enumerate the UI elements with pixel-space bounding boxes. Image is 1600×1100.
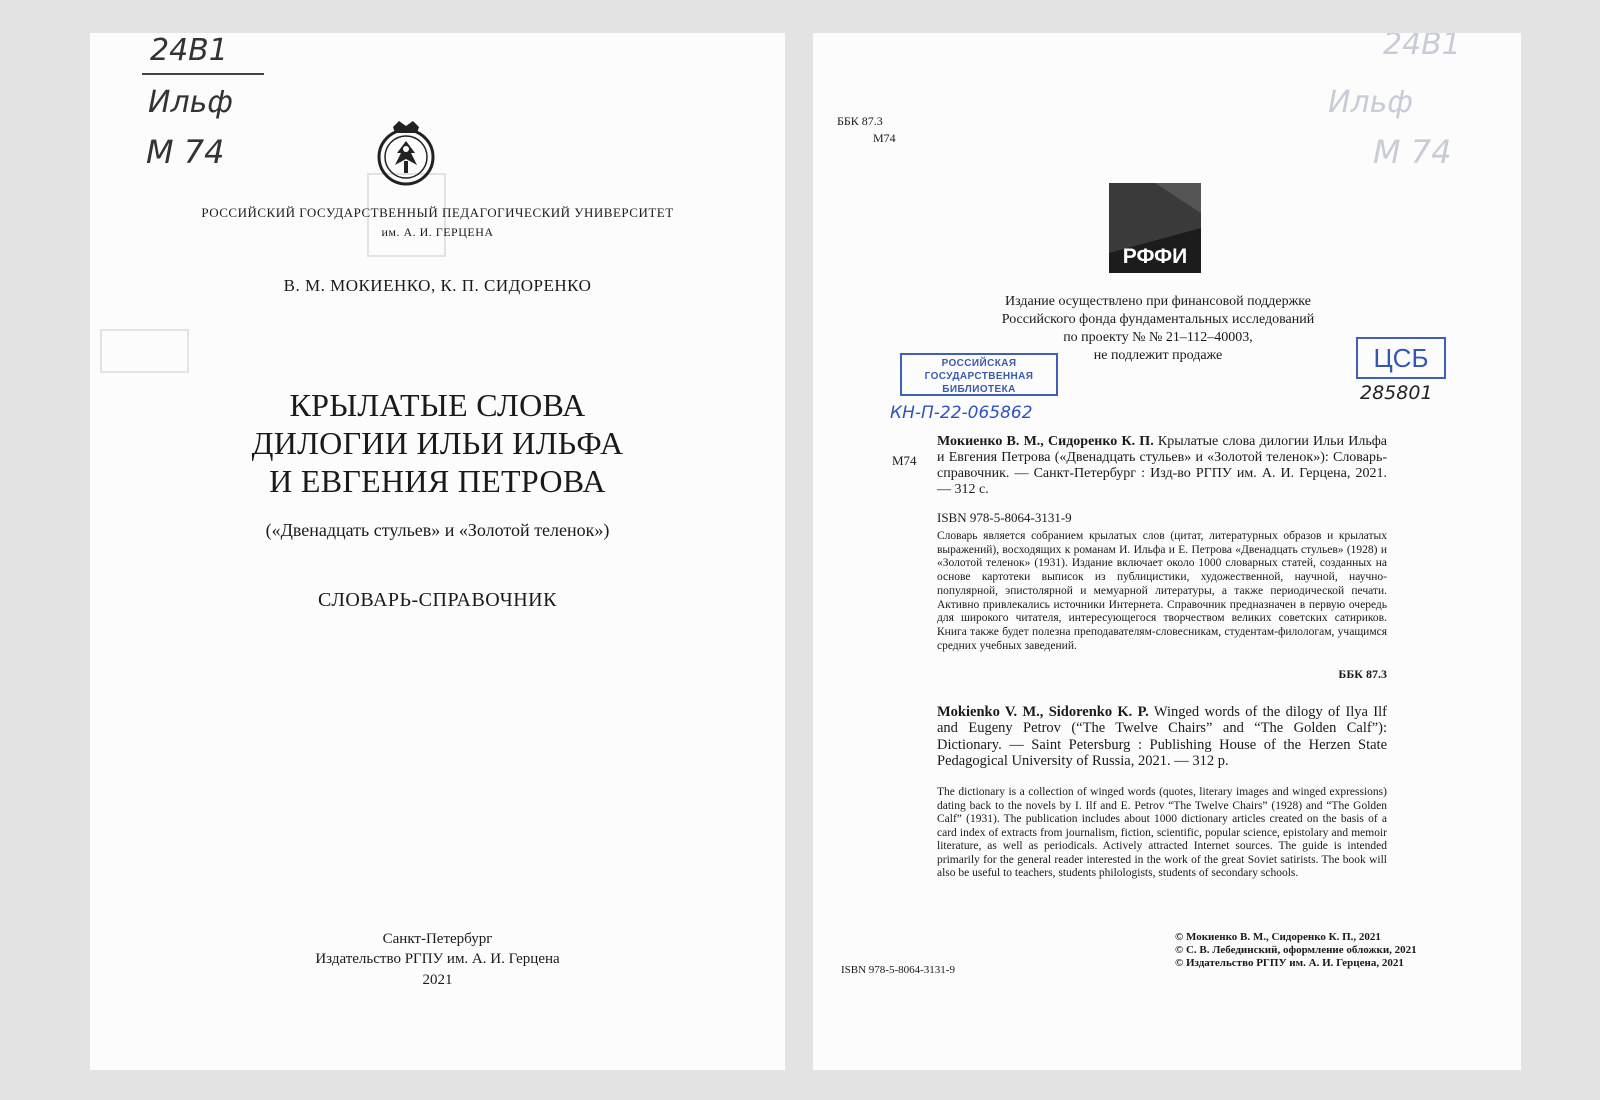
university-name: РОССИЙСКИЙ ГОСУДАРСТВЕННЫЙ ПЕДАГОГИЧЕСКИЙ УНИВЕРСИТЕТ xyxy=(201,205,674,220)
copyright-line: © Мокиенко В. М., Сидоренко К. П., 2021 xyxy=(1175,931,1381,943)
bbk-code-right: ББК 87.3 xyxy=(1338,667,1387,681)
russian-record-body: Крылатые слова дилогии Ильи Ильфа и Евгения Петрова («Двенадцать стульев» и «Золотой теленок»): Словарь-справочник. — Санкт-Петербург : Изд-во РГПУ им. А. И. Герцена, 2021. — 312 с. xyxy=(937,434,1388,497)
publication-city: Санкт-Петербург xyxy=(382,931,493,947)
show-through-shelfmark: 24В1 xyxy=(1383,33,1461,62)
funding-line: по проекту № № 21–112–40003, xyxy=(1063,330,1253,345)
book-subtitle: («Двенадцать стульев» и «Золотой теленок») xyxy=(265,520,610,540)
csb-stamp: ЦСБ xyxy=(1356,337,1446,379)
funding-line: Российского фонда фундаментальных исследований xyxy=(1001,312,1315,327)
library-stamp xyxy=(900,353,1058,396)
inventory-number: 285801 xyxy=(1360,382,1433,404)
title-page-left xyxy=(90,33,785,1070)
russian-bibliographic-record xyxy=(937,434,1387,498)
author-sign: М74 xyxy=(892,453,917,468)
bbk-code: ББК 87.3 xyxy=(837,114,883,128)
university-emblem-icon xyxy=(375,117,437,189)
russian-abstract: Словарь является собранием крылатых слов (цитат, литературных образов и крылатых выражений), восходящих к романам И. Ильфа и Е. Петрова «Двенадцать стульев» (1928) и «Золотой теленок» (1931). Издание включает около 1000 словарных статей, созданных на основе картотеки выписок из публицистики, художественной, научной, научно-популярной, эпистолярной и мемуарной литературы, а также периодической печати. Активно привлекались источники Интернета. Справочник предназначен в первую очередь для широкого читателя, интересующегося творчеством великих советских сатириков. Книга также будет полезна преподавателям-словесникам, студентам-филологам, учащимся средних учебных заведений. xyxy=(937,530,1387,652)
book-authors: В. М. МОКИЕНКО, К. П. СИДОРЕНКО xyxy=(283,276,592,295)
copyright-line: © Издательство РГПУ им. А. И. Герцена, 2021 xyxy=(1175,957,1404,969)
publisher-name: Издательство РГПУ им. А. И. Герцена xyxy=(315,951,560,967)
book-title-line-3: И ЕВГЕНИЯ ПЕТРОВА xyxy=(269,463,606,499)
handwritten-author-mark: Ильф xyxy=(148,85,233,120)
rffi-logo-icon xyxy=(1109,183,1201,273)
isbn-bottom: ISBN 978-5-8064-3131-9 xyxy=(841,964,955,976)
author-sign-top: М74 xyxy=(873,131,896,145)
stamp-line: ГОСУДАРСТВЕННАЯ xyxy=(924,371,1034,382)
funding-line: не подлежит продаже xyxy=(1093,348,1223,363)
english-abstract: The dictionary is a collection of winged words (quotes, literary images and winged expressions) dating back to the novels by I. Ilf and E. Petrov “The Twelve Chairs” (1928) and “The Golden Calf” (1931). The publication includes about 1000 dictionary articles created on the basis of a card index of extracts from journalism, fiction, scientific, popular science, epistolary and memoir literature, as well as periodicals. Actively attracted Internet sources. The guide is intended primarily for the general reader interested in the work of the great Soviet satirists. The book will also be useful to teachers, students philologists, students of secondary schools. xyxy=(937,786,1387,879)
publication-year: 2021 xyxy=(422,972,453,988)
copyright-line: © С. В. Лебединский, оформление обложки, 2021 xyxy=(1175,944,1417,956)
stamp-line: РОССИЙСКАЯ xyxy=(941,358,1017,369)
show-through-author-mark: Ильф xyxy=(1328,85,1413,120)
english-record-body: Winged words of the dilogy of Ilya Ilf and Eugeny Petrov (“The Twelve Chairs” and “The Golden Calf”): Dictionary. — Saint Petersburg : Publishing House of the Herzen State Pedagogical University of Russia, 2021. — 312 p. xyxy=(937,704,1387,770)
rffi-logo-text: РФФИ xyxy=(1122,245,1188,268)
book-genre: СЛОВАРЬ-СПРАВОЧНИК xyxy=(318,589,557,611)
registration-number: КН-П-22-065862 xyxy=(890,403,1033,423)
show-through-code: М 74 xyxy=(1373,133,1452,171)
stamp-line: БИБЛИОТЕКА xyxy=(942,384,1016,395)
imprint-page-right xyxy=(813,33,1521,1070)
show-through-stamp xyxy=(100,329,189,373)
english-bibliographic-record xyxy=(937,704,1387,770)
funding-line: Издание осуществлено при финансовой поддержке xyxy=(1005,294,1311,309)
book-title-line-1: КРЫЛАТЫЕ СЛОВА xyxy=(289,387,586,423)
isbn: ISBN 978-5-8064-3131-9 xyxy=(937,510,1072,525)
university-name-suffix: им. А. И. ГЕРЦЕНА xyxy=(381,225,494,239)
handwritten-underline xyxy=(142,73,264,75)
english-authors: Mokienko V. M., Sidorenko K. P. xyxy=(937,704,1149,720)
copyright-block xyxy=(1175,931,1417,970)
bbk-index-top xyxy=(837,113,896,147)
handwritten-shelfmark: 24В1 xyxy=(150,33,228,68)
book-title-line-2: ДИЛОГИИ ИЛЬИ ИЛЬФА xyxy=(251,425,624,461)
handwritten-code: М 74 xyxy=(146,133,225,171)
russian-authors: Мокиенко В. М., Сидоренко К. П. xyxy=(937,434,1154,449)
